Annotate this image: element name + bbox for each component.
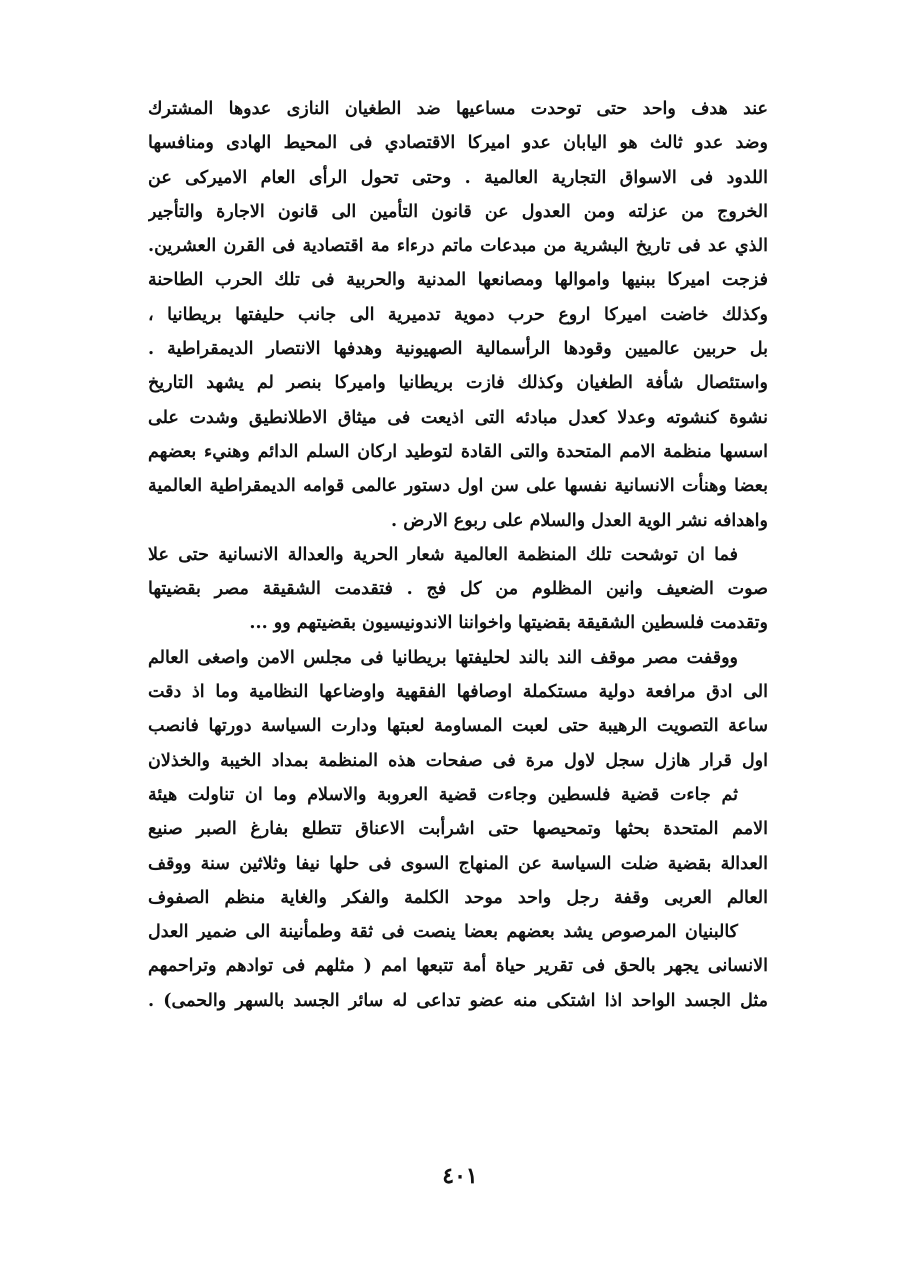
text-line: وتقدمت فلسطين الشقيقة بقضيتها واخواننا الاندونيسيون بقضيتهم وو ... [249,613,768,634]
text-line: ووقفت مصر موقف الند بالند لحليفتها بريطانيا فى مجلس الامن واصغى العالم [148,647,738,668]
text-line: اول قرار هازل سجل لاول مرة فى صفحات هذه المنظمة بمداد الخيبة والخذلان [148,750,768,771]
text-line: واهدافه نشر الوية العدل والسلام على ربوع الارض . [391,510,768,531]
text-line: العالم العربى وقفة رجل واحد موحد الكلمة والفكر والغاية منظم الصفوف [148,887,768,908]
text-line: فما ان توشحت تلك المنظمة العالمية شعار الحرية والعدالة الانسانية حتى علا [148,544,738,565]
text-line: نشوة كنشوته وعدلا كعدل مبادئه التى اذيعت فى ميثاق الاطلانطيق وشدت على [148,407,768,428]
text-line: اللدود فى الاسواق التجارية العالمية . وحتى تحول الرأى العام الاميركى عن [148,167,768,188]
text-line: فزجت اميركا ببنيها واموالها ومصانعها المدنية والحربية فى تلك الحرب الطاحنة [148,270,768,291]
text-line: ثم جاءت قضية فلسطين وجاءت قضية العروبة والاسلام وما ان تناولت هيئة [148,784,738,805]
text-line: الانسانى يجهر بالحق فى تقرير حياة أمة تتبعها امم ( مثلهم فى توادهم وتراحمهم [148,956,768,977]
text-line: العدالة بقضية ضلت السياسة عن المنهاج السوى فى حلها نيفا وثلاثين سنة ووقف [148,853,768,874]
text-line: بعضا وهنأت الانسانية نفسها على سن اول دستور عالمى قوامه الديمقراطية العالمية [148,476,768,497]
text-line: كالبنيان المرصوص يشد بعضهم بعضا ينصت فى ثقة وطمأنينة الى ضمير العدل [148,922,738,943]
text-line: الامم المتحدة بحثها وتمحيصها حتى اشرأبت الاعناق تتطلع بفارغ الصبر صنيع [148,819,768,840]
text-line: عند هدف واحد حتى توحدت مساعيها ضد الطغيان النازى عدوها المشترك [148,99,768,119]
body-text [148,92,768,1018]
text-line: صوت الضعيف وانين المظلوم من كل فج . فتقدمت الشقيقة مصر بقضيتها [148,579,768,600]
page-number: ٤٠١ [442,1163,478,1189]
text-line: واستئصال شأفة الطغيان وكذلك فازت بريطانيا واميركا بنصر لم يشهد التاريخ [148,373,768,394]
text-line: مثل الجسد الواحد اذا اشتكى منه عضو تداعى له سائر الجسد بالسهر والحمى) . [148,990,768,1011]
text-line: ساعة التصويت الرهيبة حتى لعبت المساومة لعبتها ودارت السياسة دورتها فانصب [148,716,768,737]
text-line: وكذلك خاضت اميركا اروع حرب دموية تدميرية الى جانب حليفتها بريطانيا ، [148,304,768,325]
text-line: بل حربين عالميين وقودها الرأسمالية الصهيونية وهدفها الانتصار الديمقراطية . [148,339,768,360]
text-line: وضد عدو ثالث هو اليابان عدو اميركا الاقتصادي فى المحيط الهادى ومنافسها [148,133,768,154]
text-line: الى ادق مرافعة دولية مستكملة اوصافها الفقهية واوضاعها النظامية وما اذ دقت [148,682,768,703]
text-line: اسسها منظمة الامم المتحدة والتى القادة لتوطيد اركان السلم الدائم وهنيء بعضهم [148,441,768,462]
text-line: الذي عد فى تاريخ البشرية من مبدعات ماتم درءاء مة اقتصادية فى القرن العشرين. [148,236,768,257]
text-line: الخروج من عزلته ومن العدول عن قانون التأمين الى قانون الاجارة والتأجير [148,201,768,222]
